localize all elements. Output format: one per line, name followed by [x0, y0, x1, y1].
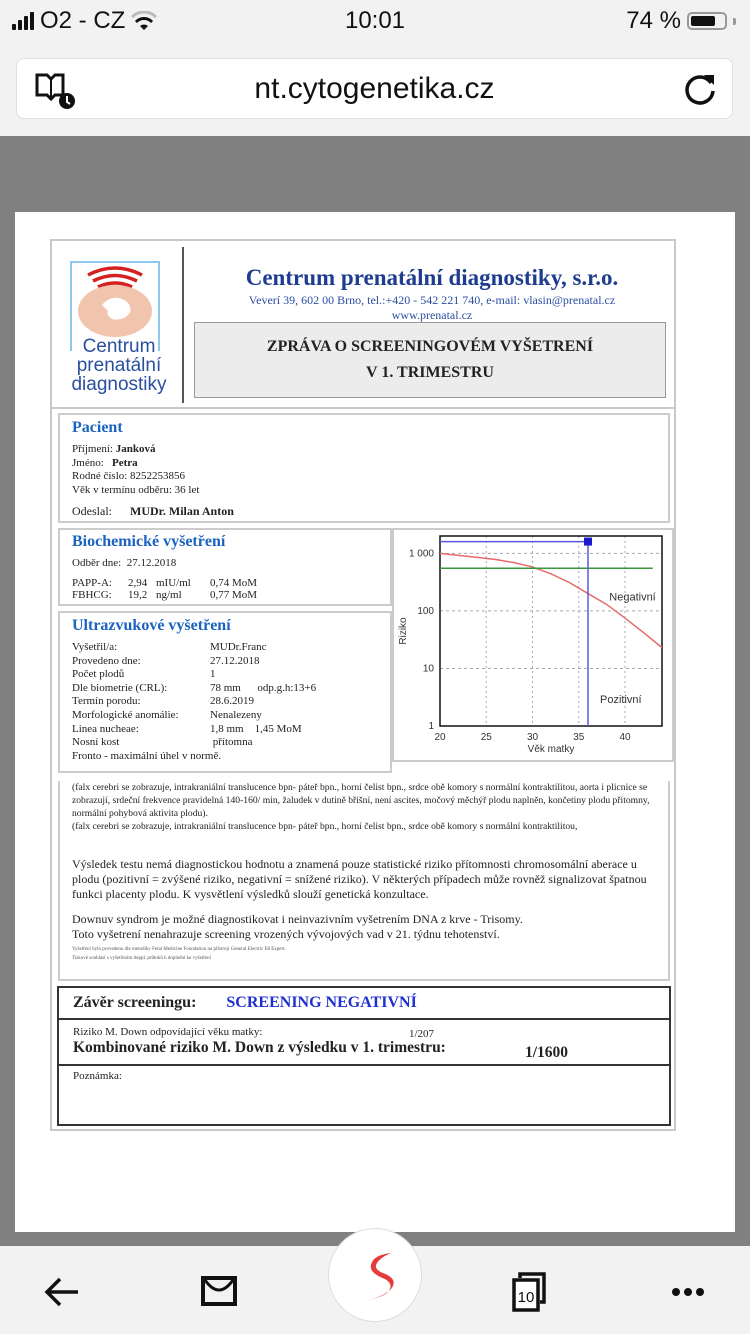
report-header: [52, 241, 674, 409]
status-bar: [0, 0, 750, 44]
sender-doctor: MUDr. Milan Anton: [130, 504, 234, 518]
age-risk-label: Riziko M. Down odpovídající věku matky:: [73, 1026, 263, 1038]
fetus-logo-icon: [72, 263, 158, 339]
fine-print: Vyšetření bylo provedeno dle metodiky Fetal Medicine Foundation na přístroji General Electric E8 Expert.: [72, 947, 286, 952]
marker-point: [584, 538, 592, 546]
battery-info: [626, 7, 736, 35]
company-name: Centrum prenatální diagnostiky, s.r.o.: [245, 265, 619, 290]
y-tick-label: 1: [428, 721, 434, 732]
ultrasound-table: Vyšetřil/a: MUDr.Franc Provedeno dne: 27.12.2018 Počet plodů 1 Dle biometrie (CRL): 78 mm odp.g.h:13+6 Termín porodu: 28.6.2019 Morfologické anomálie: Nenalezeny Linea nucheae: 1,8 mm 1,45 MoM Nosní kost přítomna: [72, 641, 317, 749]
header-divider: [182, 247, 184, 403]
combined-risk-value: 1/1600: [525, 1044, 569, 1061]
ultrasound-description: (falx cerebri se zobrazuje, intrakraniální translucence bpn- páteř bpn., horní čelist bpn., srdce obě komory s normální kontraktilitou, aorta i plicnice se zobrazují, srdeční frekvence pravidelná 140-160/ min, žaludek v dutině břišní, není ascites, močový měchýř plodu naplněn, končetiny plodu přítomny, normální pohybová aktivita plodu).: [72, 782, 650, 819]
pdf-viewer[interactable]: [0, 136, 750, 1246]
fine-print: Tiskové souhlasí s vyšetřením doppl. průtoků k doplnění ke vyšetření: [72, 956, 211, 961]
section-title: Ultrazvukové vyšetření: [72, 617, 231, 634]
seznam-logo-icon: [351, 1247, 401, 1305]
report-title: ZPRÁVA O SCREENINGOVÉM VYŠETRENÍ V 1. TRIMESTRU: [194, 322, 666, 398]
pdf-page: [15, 212, 735, 1232]
y-axis-label: Riziko: [398, 617, 409, 645]
age-risk-value: 1/207: [409, 1028, 435, 1040]
battery-icon: [687, 12, 727, 30]
company-address: Veverí 39, 602 00 Brno, tel.:+420 - 542 221 740, e-mail: vlasin@prenatal.cz: [248, 293, 616, 307]
description-section: [58, 781, 670, 981]
patient-section: Pacient Příjmení: Janková Jméno: Petra Rodné číslo: 8252253856 Věk v termínu odběru: 36 let Odeslal: MUDr. Milan Anton: [58, 413, 670, 523]
patient-name: Petra: [112, 456, 138, 469]
x-tick-label: 25: [480, 732, 492, 743]
tabs-count: 10: [517, 1289, 535, 1306]
y-tick-label: 1 000: [408, 548, 434, 560]
section-title: Biochemické vyšetření: [72, 533, 226, 550]
logo-text-line: Centrum: [82, 336, 156, 357]
url-text[interactable]: nt.cytogenetika.cz: [254, 72, 495, 105]
reload-icon[interactable]: [682, 71, 718, 107]
battery-percent: 74 %: [626, 7, 681, 34]
patient-birth-number: Rodné číslo: 8252253856: [72, 470, 186, 482]
x-axis-label: Věk matky: [527, 744, 575, 755]
patient-surname: Janková: [115, 443, 156, 455]
risk-chart: [392, 528, 674, 762]
conclusion-label: Závěr screeningu:: [73, 994, 197, 1011]
section-title: Pacient: [72, 419, 123, 436]
x-tick-label: 30: [526, 732, 539, 743]
result-disclaimer: Výsledek testu nemá diagnostickou hodnotu a znamená pouze statistické riziko přítomnosti chromosomální aberace u plodu (pozitivní = zvýšené riziko, negativní = snížené riziko). V některých případech může rovněž signalizovat špatnou funkci placenty plodu. K vysvětlení výsledků slouží genetická konzultace.: [72, 857, 647, 901]
more-icon[interactable]: [668, 1272, 708, 1312]
conclusion-value: SCREENING NEGATIVNÍ: [226, 994, 417, 1011]
combined-risk-label: Kombinované riziko M. Down z výsledku v 1. trimestru:: [73, 1039, 446, 1056]
company-info: [192, 265, 672, 323]
conclusion-section: [57, 986, 671, 1126]
down-syndrome-note: Toto vyšetrení nenahrazuje screening vrozených vývojových vad v 21. týdnu tehotenství.: [72, 927, 500, 941]
y-tick-label: 10: [422, 663, 434, 675]
x-tick-label: 20: [434, 732, 446, 743]
tabs-icon[interactable]: [510, 1272, 550, 1312]
seznam-home-button[interactable]: [328, 1228, 422, 1322]
y-tick-label: 100: [417, 605, 434, 617]
x-tick-label: 35: [573, 732, 585, 743]
patient-age: Věk v termínu odběru: 36 let: [72, 483, 200, 496]
ultrasound-description: (falx cerebri se zobrazuje, intrakraniální translucence bpn- páteř bpn., horní čelist bpn., srdce obě komory s normální kontraktilitou,: [72, 821, 578, 832]
company-web[interactable]: www.prenatal.cz: [391, 308, 473, 322]
ultrasound-section: [58, 611, 392, 773]
screening-report: [50, 239, 676, 1131]
back-arrow-icon[interactable]: [42, 1272, 82, 1312]
logo-text-line: diagnostiky: [71, 374, 167, 395]
fronto-note: Fronto - maximální úhel v normě.: [72, 749, 222, 762]
carrier-name: O2 - CZ: [40, 7, 126, 34]
logo-text-line: prenatální: [76, 355, 162, 376]
clinic-logo: [70, 261, 167, 401]
note-label: Poznámka:: [73, 1070, 122, 1082]
annotation-negative: Negativní: [609, 591, 656, 604]
down-syndrome-note: Downuv syndrom je možné diagnostikovat i neinvazivním vyšetrením DNA z krve - Trisomy.: [72, 912, 523, 926]
collection-date: 27.12.2018: [126, 557, 177, 569]
clock: 10:01: [344, 7, 406, 34]
mail-icon[interactable]: [199, 1272, 239, 1312]
address-bar[interactable]: [16, 58, 733, 119]
biochemistry-section: Biochemické vyšetření Odběr dne: 27.12.2018 PAPP-A: 2,94 mIU/ml 0,74 MoM FBHCG: 19,2 ng/ml 0,77 MoM: [58, 528, 392, 606]
risk-chart-svg: [394, 530, 672, 760]
x-tick-label: 40: [619, 732, 631, 743]
annotation-positive: Pozitivní: [600, 694, 642, 707]
